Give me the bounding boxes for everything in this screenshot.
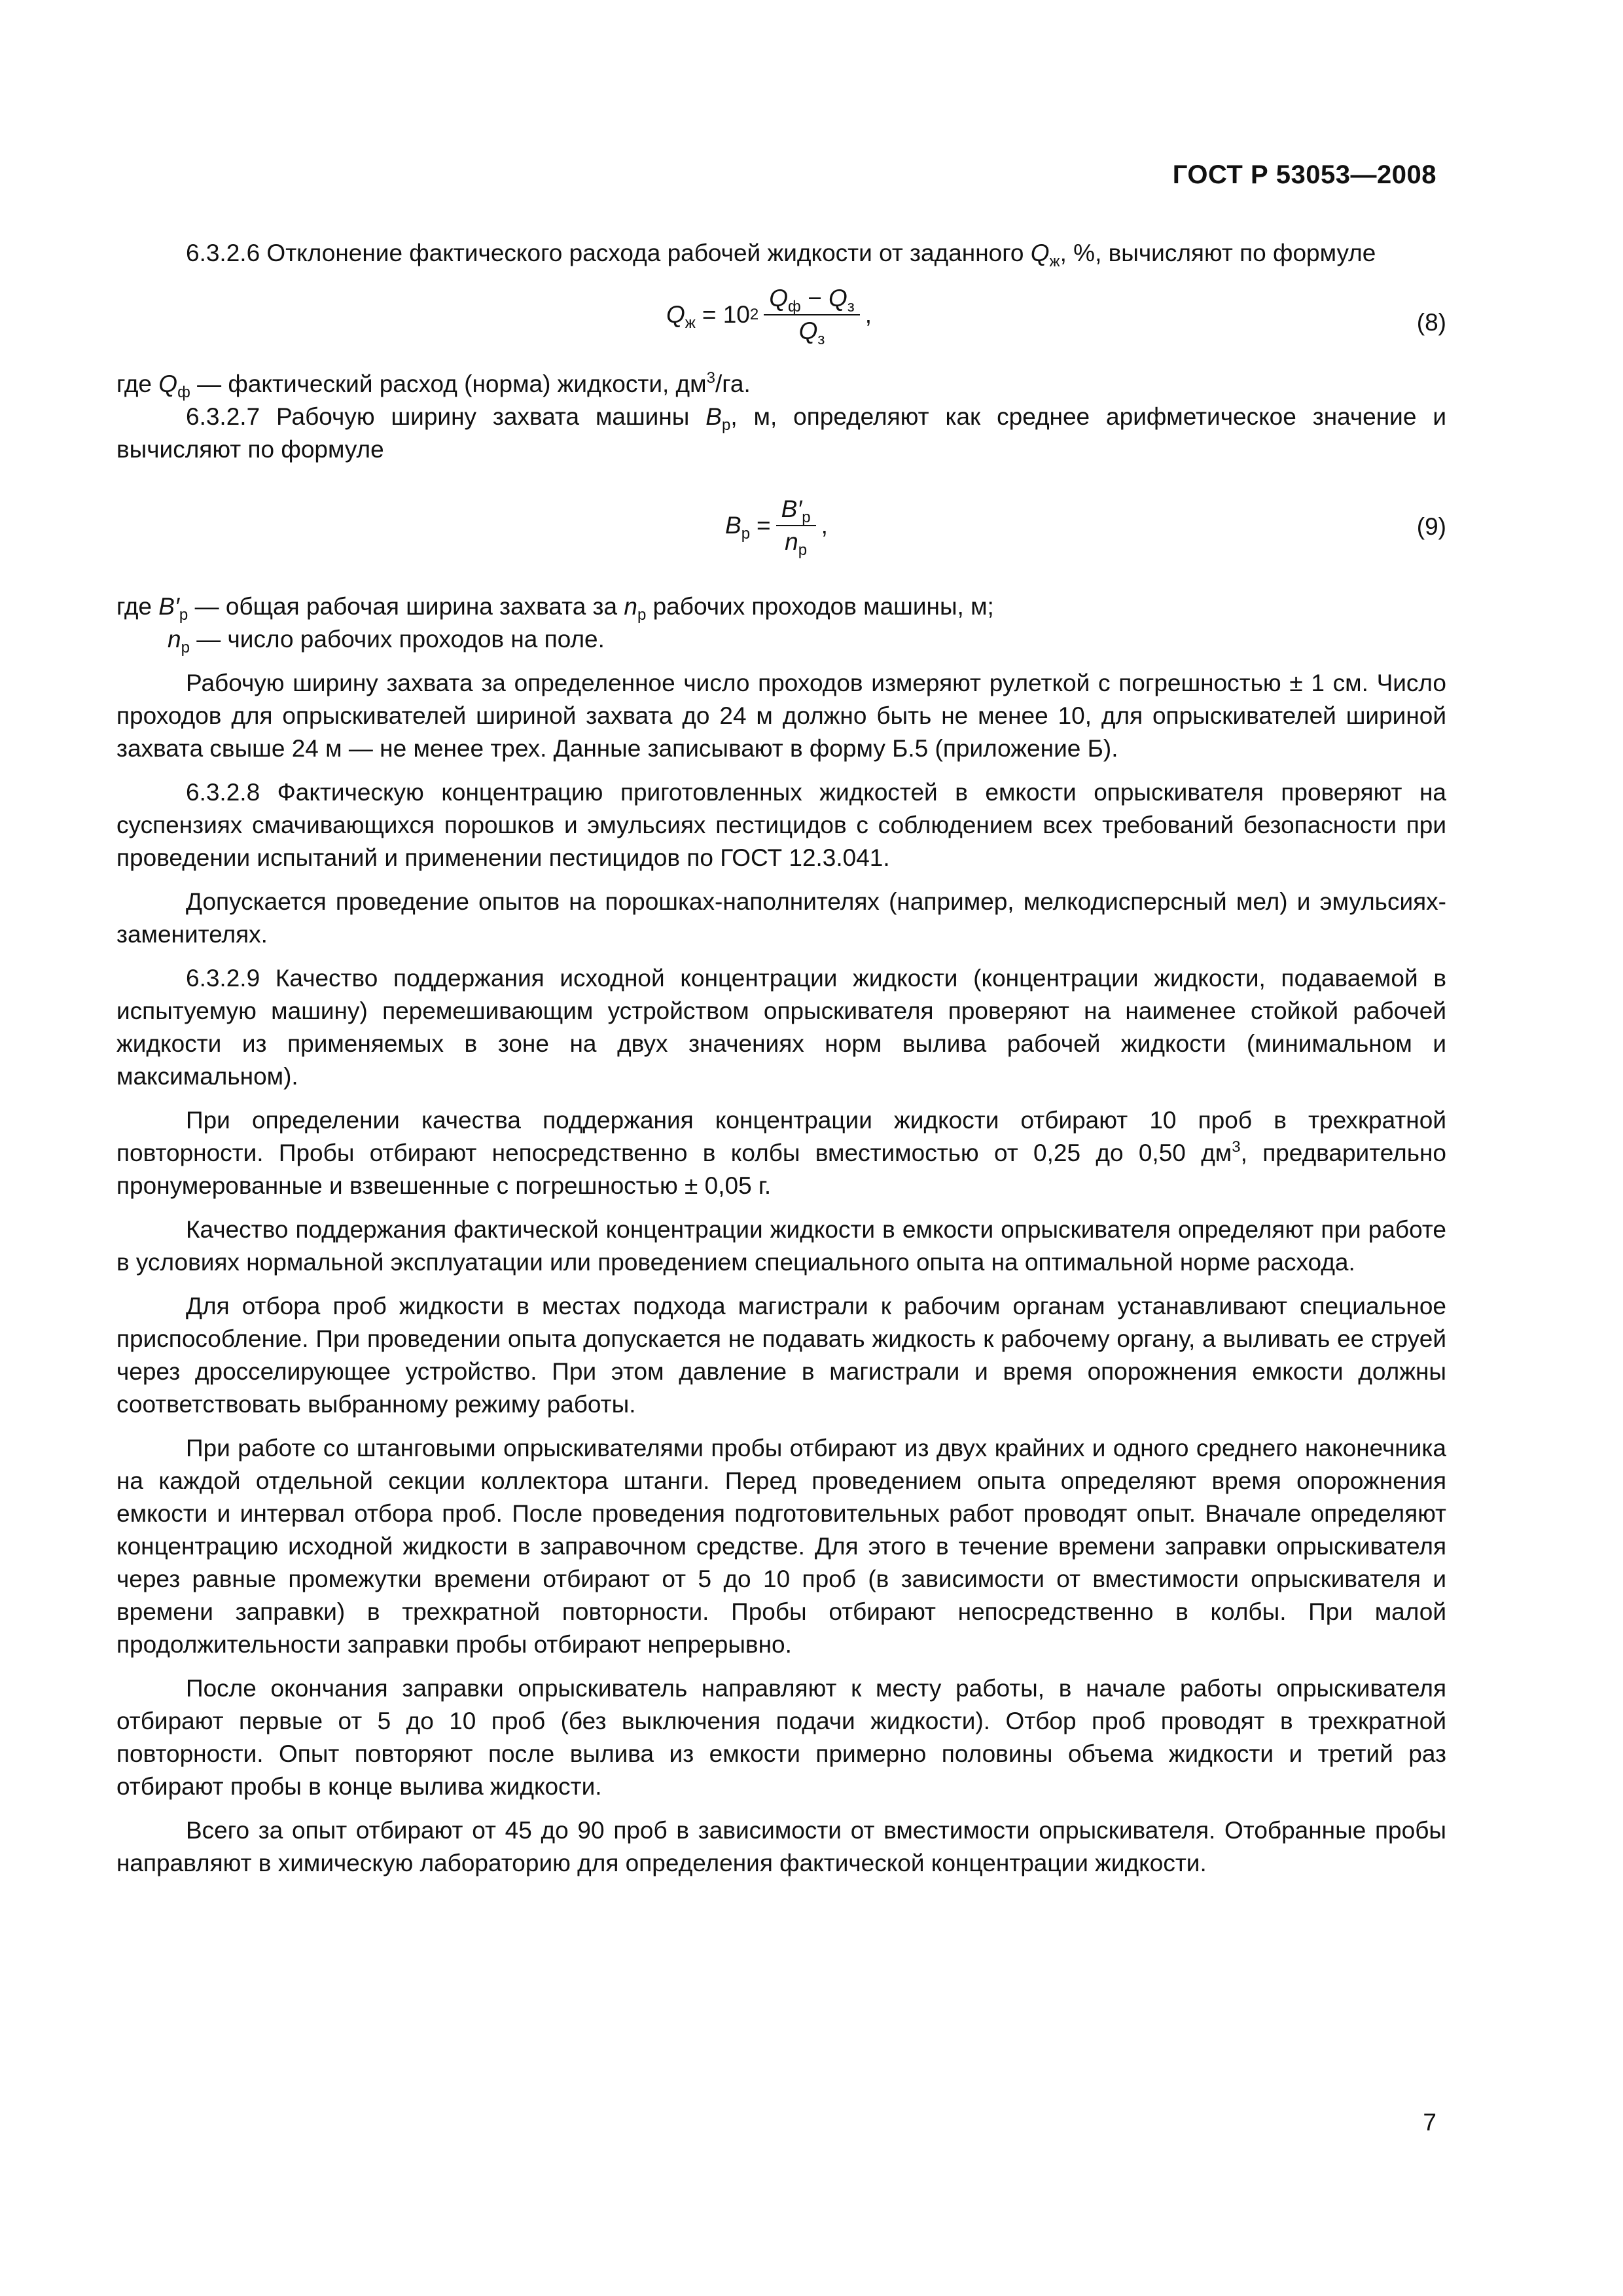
subscript: р: [721, 416, 731, 434]
formula-comma: ,: [821, 512, 828, 539]
symbol: Q: [666, 301, 685, 328]
where-clause-9-line-2: [116, 623, 1446, 656]
fraction-numerator: [776, 493, 816, 525]
paragraph: После окончания заправки опрыскиватель направляют к месту работы, в начале работы опрыскивателя отбирают первые от 5 до 10 проб (без выключения подачи жидкости). Отбор проб проводят в трехкратной повторности. Опыт повторяют после вылива из емкости примерно половины объема жидкости и третий раз отбирают пробы в конце вылива жидкости.: [116, 1675, 1446, 1800]
text: /га.: [715, 370, 751, 397]
fraction: [764, 283, 860, 347]
where-clause-8: [116, 368, 1446, 401]
text: где: [116, 593, 152, 620]
text: , м, определяют как среднее арифметическое значение и вычисляют по формуле: [116, 403, 1446, 463]
symbol: Q: [1030, 240, 1050, 266]
subscript: ж: [1049, 253, 1060, 270]
superscript: 3: [706, 369, 715, 387]
paragraph-6-3-2-9: 6.3.2.9 Качество поддержания исходной концентрации жидкости (концентрации жидкости, подаваемой в испытуемую машину) перемешивающим устройством опрыскивателя проверяют на наименее стойкой рабочей жидкости из применяемых в зоне на двух значениях норм вылива рабочей жидкости (минимальном и максимальном).: [116, 965, 1446, 1090]
superscript: 3: [1232, 1138, 1241, 1156]
minus-sign: −: [808, 285, 822, 312]
subscript: р: [181, 639, 190, 656]
text: , %, вычисляют по формуле: [1060, 240, 1376, 266]
paragraph: При работе со штанговыми опрыскивателями пробы отбирают из двух крайних и одного среднего наконечника на каждой отдельной секции коллектора штанги. Перед проведением опыта определяют время опорожнения емкости и интервал отбора проб. После проведения подготовительных работ проводят опыт. Вначале определяют концентрацию исходной жидкости в заправочном средстве. Для этого в течение времени заправки опрыскивателя через равные промежутки времени отбирают от 5 до 10 проб (в зависимости от вместимости опрыскивателя и времени заправки) в трехкратной повторности. Пробы отбирают непосредственно в колбы. При малой продолжительности заправки пробы отбирают непрерывно.: [116, 1435, 1446, 1658]
formula-expression: $Q_ж$ = 10 2 $\frac{Q_ф - Q_з}{Q_з}$ ,: [666, 283, 872, 347]
symbol: n: [785, 528, 798, 555]
subscript: р: [179, 606, 188, 624]
symbol: Q: [798, 317, 818, 344]
text: При определении качества поддержания концентрации жидкости отбирают 10 проб в трехкратной повторности. Пробы отбирают непосредственно в колбы вместимостью от 0,25 до 0,50 дм: [116, 1107, 1446, 1166]
symbol: B: [705, 403, 722, 430]
subscript: ф: [788, 298, 801, 315]
subscript: ж: [685, 314, 696, 332]
paragraph: Для отбора проб жидкости в местах подхода магистрали к рабочим органам устанавливают специальное приспособление. При проведении опыта допускается не подавать жидкость к рабочему органу, а выливать ее струей через дросселирующее устройство. При этом давление в магистрали и время опорожнения емкости должны соответствовать выбранному режиму работы.: [116, 1293, 1446, 1418]
subscript: з: [847, 298, 855, 315]
fraction-numerator: [764, 283, 860, 314]
text: , предварительно пронумерованные и взвешенные с погрешностью ± 0,05 г.: [116, 1139, 1446, 1199]
symbol: n: [168, 626, 181, 653]
subscript: р: [798, 541, 808, 559]
text: — число рабочих проходов на поле.: [196, 626, 605, 653]
paragraph: Всего за опыт отбирают от 45 до 90 проб в зависимости от вместимости опрыскивателя. Отобранные пробы направляют в химическую лабораторию для определения фактической концентрации жидкости.: [116, 1817, 1446, 1876]
document-body: [116, 237, 1446, 1880]
paragraph-6-3-2-8: 6.3.2.8 Фактическую концентрацию приготовленных жидкостей в емкости опрыскивателя проверяют на суспензиях смачивающихся порошков и эмульсиях пестицидов с соблюдением всех требований безопасности при проведении испытаний и применении пестицидов по ГОСТ 12.3.041.: [116, 779, 1446, 871]
symbol: B′: [781, 495, 802, 522]
text: 6.3.2.7 Рабочую ширину захвата машины: [186, 403, 690, 430]
text: где: [116, 370, 152, 397]
paragraph: [116, 1104, 1446, 1202]
document-header: ГОСТ Р 53053—2008: [1172, 160, 1436, 189]
paragraph-6-3-2-6: [116, 237, 1446, 270]
symbol: B: [725, 512, 741, 539]
formula-comma: ,: [865, 301, 872, 328]
text: 6.3.2.6 Отклонение фактического расхода рабочей жидкости от заданного: [186, 240, 1024, 266]
formula-number: (8): [1416, 309, 1446, 336]
page-number: 7: [1423, 2109, 1436, 2136]
subscript: р: [637, 606, 647, 624]
paragraph: Рабочую ширину захвата за определенное число проходов измеряют рулеткой с погрешностью ± 1 см. Число проходов для опрыскивателей шириной захвата до 24 м должно быть не менее 10, для опрыскивателей шириной захвата свыше 24 м — не менее трех. Данные записывают в форму Б.5 (приложение Б).: [116, 670, 1446, 762]
text: — общая рабочая ширина захвата за: [194, 593, 618, 620]
symbol: Q: [769, 285, 789, 312]
fraction: [776, 493, 816, 558]
paragraph: Качество поддержания фактической концентрации жидкости в емкости опрыскивателя определяют при работе в условиях нормальной эксплуатации или проведением специального опыта на оптимальной норме расхода.: [116, 1216, 1446, 1276]
paragraph: Допускается проведение опытов на порошках-наполнителях (например, мелкодисперсный мел) и эмульсиях-заменителях.: [116, 888, 1446, 948]
fraction-denominator: [794, 315, 830, 347]
symbol: B′: [158, 593, 179, 620]
subscript: ф: [177, 384, 190, 401]
subscript: р: [802, 509, 811, 526]
formula-8: [116, 270, 1446, 368]
symbol: Q: [158, 370, 178, 397]
text: рабочих проходов машины, м;: [652, 593, 994, 620]
paragraph-6-3-2-7: [116, 401, 1446, 466]
fraction-denominator: [779, 526, 812, 558]
formula-number: (9): [1416, 513, 1446, 540]
subscript: з: [817, 331, 825, 348]
subscript: р: [741, 525, 751, 543]
where-clause-9-line-1: [116, 590, 1446, 623]
equals-sign: =: [757, 512, 771, 539]
formula-9: [116, 466, 1446, 590]
formula-expression: [725, 493, 828, 558]
symbol: Q: [828, 285, 847, 312]
text: — фактический расход (норма) жидкости, дм: [197, 370, 707, 397]
symbol: n: [624, 593, 637, 620]
equals-coefficient: = 10: [702, 301, 750, 328]
